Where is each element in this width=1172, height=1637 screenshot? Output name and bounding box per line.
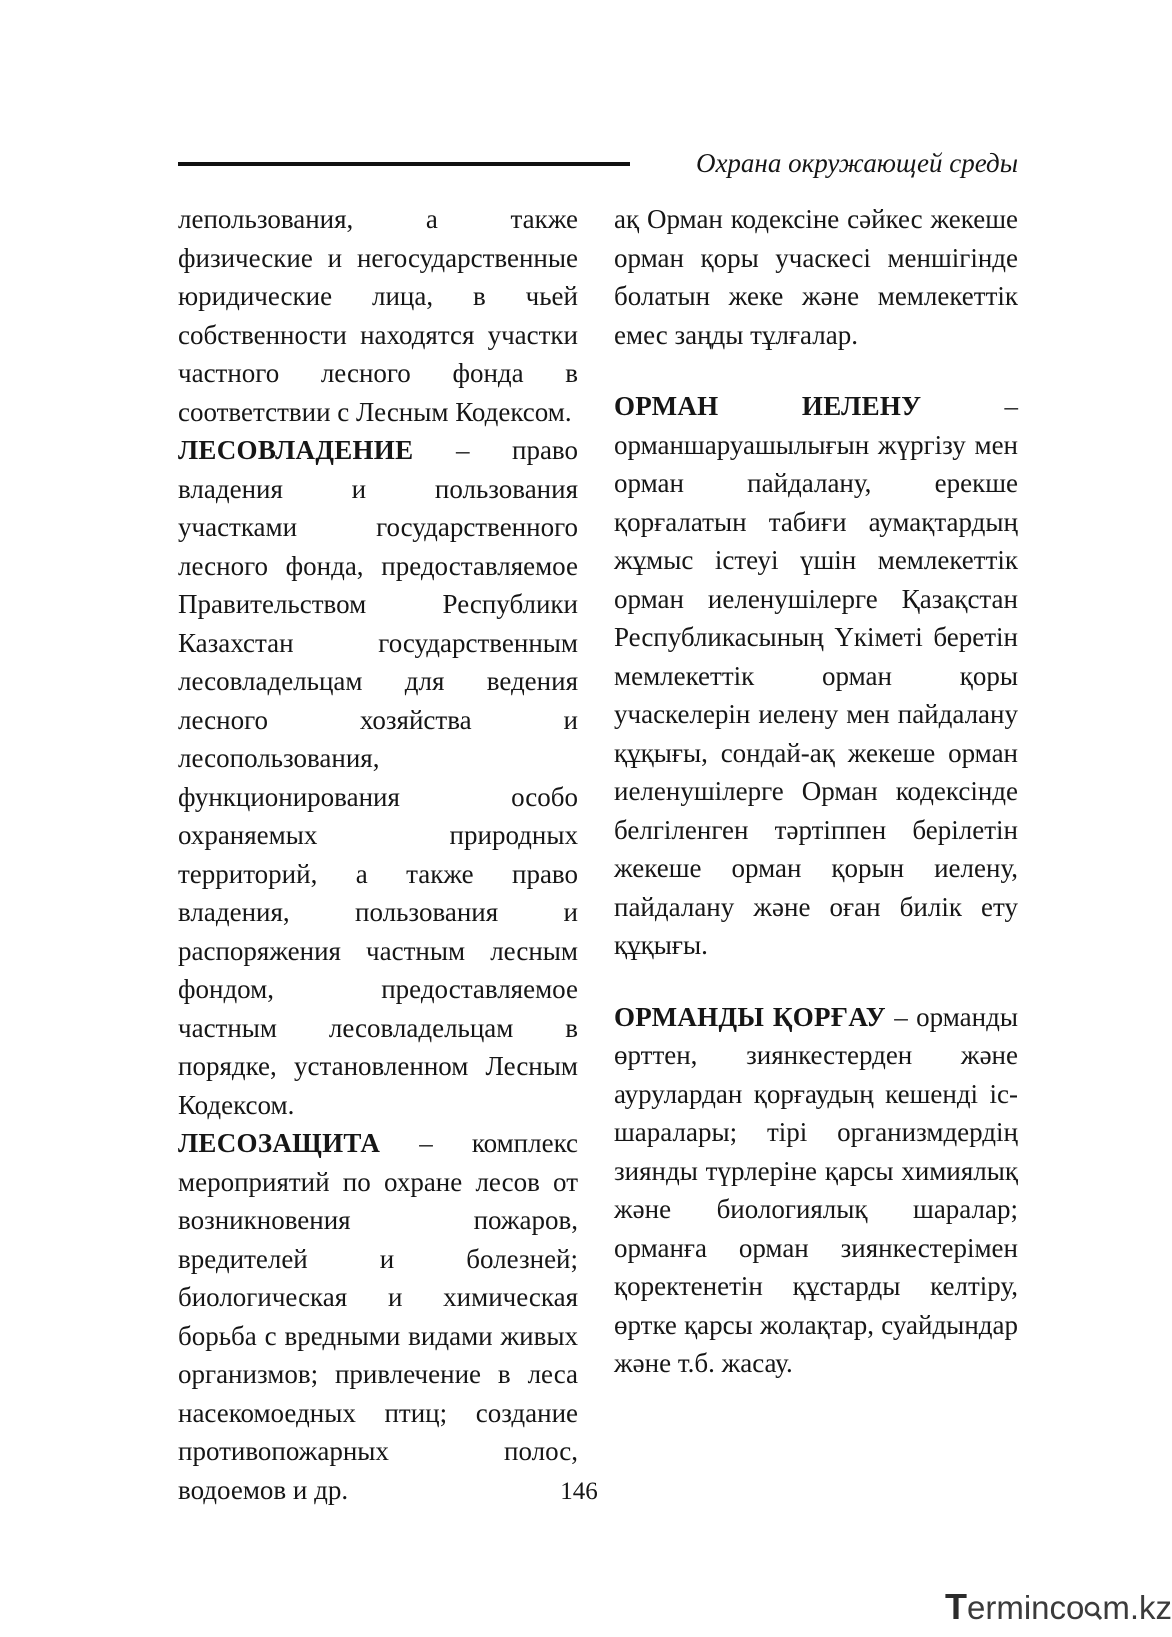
logo-letter-t: T — [945, 1586, 967, 1627]
entry-continuation — [614, 200, 1018, 354]
entry-text: – комплекс мероприятий по охране лесов от возникновения пожаров, вредителей и болезней; биологическая и химическая борьба с вредными видами живых организмов; привлечение в леса насекомоедных птиц; создание противопожарных полос, водоемов и др. — [178, 1128, 578, 1505]
entry-text: ақ Орман кодексіне сәйкес жекеше орман қоры учаскесі меншігінде болатын жеке және мемлекеттік емес заңды тұлғалар. — [614, 204, 1018, 350]
entry-lesovladenie — [178, 431, 578, 1124]
page-number: 146 — [560, 1478, 598, 1505]
running-header — [178, 146, 1018, 186]
entry-term: ЛЕСОВЛАДЕНИЕ — [178, 435, 414, 465]
entry-term: ОРМАНДЫ ҚОРҒАУ — [614, 1001, 886, 1032]
entry-term: ОРМАН ИЕЛЕНУ — [614, 391, 922, 421]
watermark-text-end: m.kz — [1102, 1589, 1172, 1626]
header-title: Охрана окружающей среды — [695, 148, 1018, 178]
entry-text: лепользования, а также физические и негосударственные юридические лица, в чьей собственности находятся участки частного лесного фонда в соответствии с Лесным Кодексом. — [178, 204, 578, 427]
entry-lesozashchita — [178, 1124, 578, 1509]
entry-text: – право владения и пользования участками государственного лесного фонда, предоставляемое Правительством Республики Казахстан государственным лесовладельцам для ведения лесного хозяйства и лесопользования, функционирования особо охраняемых природных территорий, а также право владения, пользования и распоряжения частным лесным фондом, предоставляемое частным лесовладельцам в порядке, установленном Лесным Кодексом. — [178, 435, 578, 1120]
entry-text: – орманды өрттен, зиянкестерден және аурулардан қорғаудың кешенді іс-шаралары; тірі организмдердің зиянды түрлеріне қарсы химиялық және биологиялық шаралар; орманға орман зиянкестерімен қоректенетін құстарды келтіру, өртке қарсы жолақтар, суайдындар және т.б. жасау. — [614, 1001, 1018, 1378]
watermark-logo — [945, 1585, 1172, 1629]
magnifier-icon — [1084, 1597, 1102, 1623]
right-column — [614, 200, 1018, 1383]
header-rule — [178, 162, 630, 166]
entry-orman-ielenu — [614, 387, 1018, 965]
left-column — [178, 200, 578, 1509]
entry-continuation — [178, 200, 578, 431]
entry-term: ЛЕСОЗАЩИТА — [178, 1128, 381, 1158]
entry-text: – орманшаруашылығын жүргізу мен орман пайдалану, ерекше қорғалатын табиғи аумақтардың жұмыс істеуі үшін мемлекеттік орман иеленушілерге Қазақстан Республикасының Үкіметі беретін мемлекеттік орман қоры учаскелерін иелену мен пайдалану құқығы, сондай-ақ жекеше орман иеленушілерге Орман кодексінде белгіленген тәртіппен берілетін жекеше орман қорын иелену, пайдалану және оған билік ету құқығы. — [614, 391, 1018, 960]
watermark-text-start: ermincо — [967, 1589, 1085, 1626]
entry-ormandy-korgau — [614, 998, 1018, 1383]
